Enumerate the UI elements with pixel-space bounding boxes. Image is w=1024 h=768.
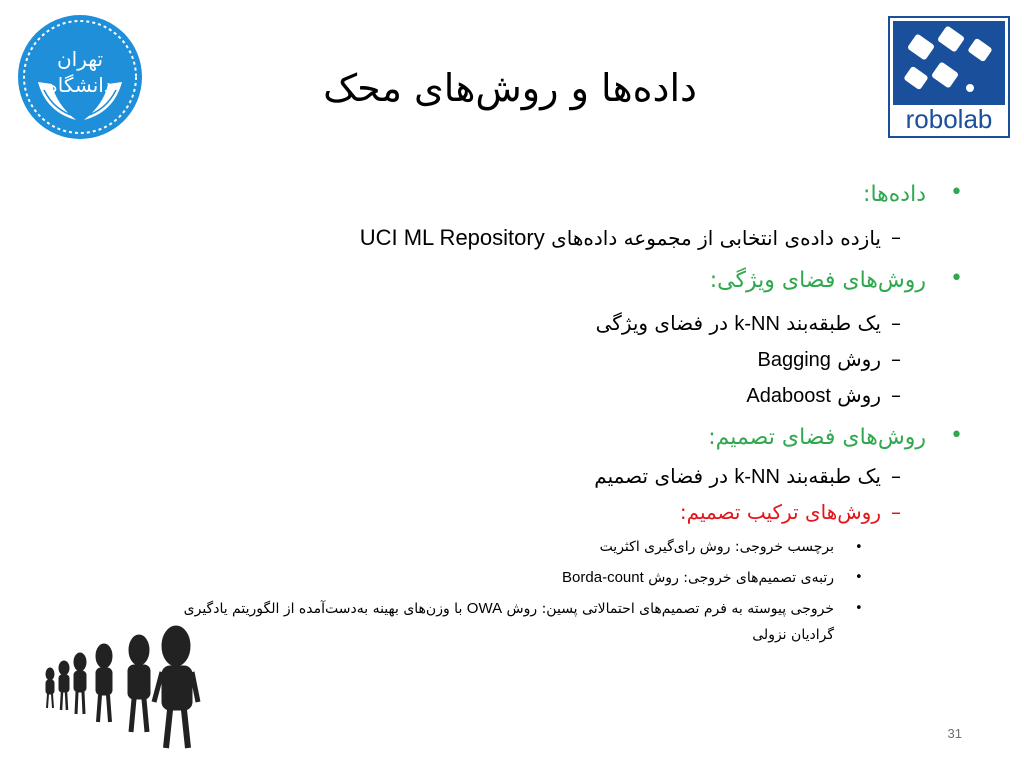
- feature-item-knn: [596, 311, 881, 336]
- bullet-dot: •: [950, 180, 963, 205]
- dash-bullet: –: [891, 383, 901, 407]
- people-silhouettes-decoration: [38, 610, 208, 760]
- dash-bullet: –: [891, 500, 901, 524]
- logo-text-top: تهران: [56, 47, 104, 71]
- combo-item-borda-text: رتبه‌ی تصمیم‌های خروجی: روش: [648, 570, 834, 586]
- heading-feature-space: روش‌های فضای ویژگی:: [709, 268, 926, 293]
- decision-item-knn-text-a: یک طبقه‌بند: [786, 464, 881, 488]
- uci-repository-text: UCI ML Repository: [359, 225, 545, 250]
- combo-item-borda-latin: Borda-count: [562, 569, 644, 586]
- feature-item-adaboost: [746, 383, 881, 408]
- logo-text-bottom: دانشگاه: [47, 73, 113, 97]
- combo-item-owa: [184, 600, 834, 617]
- dash-bullet: –: [891, 225, 901, 249]
- feature-item-adaboost-latin: Adaboost: [746, 385, 831, 407]
- bullet-dot: •: [950, 266, 963, 291]
- combo-item-owa-line2: گرادیان نزولی: [752, 627, 834, 643]
- robolab-logo: [888, 16, 1010, 138]
- combo-item-owa-text-b: با وزن‌های بهینه به‌دست‌آمده از الگوریتم یادگیری: [183, 601, 463, 617]
- heading-datasets: داده‌ها:: [863, 182, 926, 207]
- combination-heading: روش‌های ترکیب تصمیم:: [679, 500, 881, 524]
- feature-item-knn-text-a: یک طبقه‌بند: [786, 311, 881, 335]
- heading-decision-space: روش‌های فضای تصمیم:: [708, 425, 926, 450]
- datasets-item: [360, 225, 881, 251]
- dash-bullet: –: [891, 464, 901, 488]
- small-bullet-dot: •: [855, 601, 863, 616]
- decision-item-knn: [594, 464, 881, 489]
- combo-item-owa-text-a: خروجی پیوسته به فرم تصمیم‌های احتمالاتی پسین: روش: [506, 601, 834, 617]
- dash-bullet: –: [891, 311, 901, 335]
- combo-item-majority-vote: برچسب خروجی: روش رای‌گیری اکثریت: [599, 539, 834, 555]
- decision-item-knn-text-b: در فضای تصمیم: [594, 464, 729, 488]
- feature-item-bagging-text: روش: [837, 347, 881, 371]
- feature-item-adaboost-text: روش: [837, 383, 881, 407]
- feature-item-knn-latin: k-NN: [734, 313, 780, 335]
- page-number: 31: [947, 726, 962, 741]
- dash-bullet: –: [891, 347, 901, 371]
- robolab-wordmark: robolab: [905, 104, 993, 134]
- university-of-tehran-logo: [16, 12, 144, 142]
- bullet-dot: •: [950, 423, 963, 448]
- decision-item-knn-latin: k-NN: [734, 466, 780, 488]
- datasets-item-text: یازده داده‌ی انتخابی از مجموعه داده‌های: [551, 226, 881, 250]
- small-bullet-dot: •: [855, 570, 863, 585]
- slide-title: داده‌ها و روش‌های محک: [323, 66, 697, 110]
- small-bullet-dot: •: [855, 540, 863, 555]
- feature-item-bagging-latin: Bagging: [757, 349, 831, 371]
- combo-item-owa-latin: OWA: [466, 600, 503, 617]
- combo-item-borda: [562, 569, 834, 586]
- feature-item-knn-text-b: در فضای ویژگی: [595, 311, 729, 335]
- feature-item-bagging: [758, 347, 882, 372]
